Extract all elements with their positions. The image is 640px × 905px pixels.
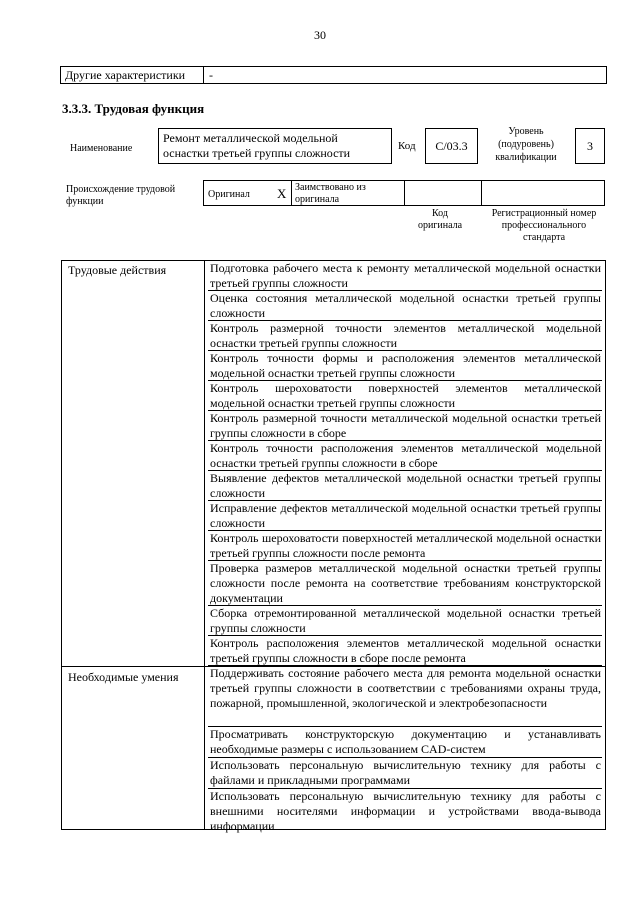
borrowed-label: Заимствовано из оригинала [295,182,366,205]
labor-action-item: Оценка состояния металлической модельной оснастки третьей группы сложности [210,291,601,320]
labor-action-item: Контроль размерной точности металлической модельной оснастки третьей группы сложности в сборе [210,411,601,440]
labor-action-item: Контроль размерной точности элементов металлической модельной оснастки третьей группы сложности [210,321,601,350]
skills-label: Необходимые умения [68,670,179,684]
original-label: Оригинал [208,189,250,200]
origin-cell-borrowed [291,181,405,205]
origin-cell-original [204,181,292,205]
function-code: C/03.3 [425,128,478,164]
reg-number-label: Регистрационный номер профессионального стандарта [491,208,597,243]
labor-action-item: Контроль точности формы и расположения элементов металлической модельной оснастки третьей группы сложности [210,351,601,380]
skill-item: Использовать персональную вычислительную технику для работы с внешними носителями информации и устройствами ввода-вывода информации [210,789,601,833]
divider [203,67,204,83]
labor-action-item: Контроль шероховатости поверхностей металлической модельной оснастки третьей группы сложности после ремонта [210,531,601,560]
skill-item: Поддерживать состояние рабочего места для ремонта модельной оснастки третьей группы сложности в соответствии с требованиями охраны труда, пожарной, промышленной, экологической и электробезопасности [208,666,602,727]
skill-item: Использовать персональную вычислительную технику для работы с файлами и прикладными программами [210,758,601,787]
other-characteristics-row [60,66,607,84]
level-value: 3 [575,128,605,164]
skill-item: Просматривать конструкторскую документацию и устанавливать необходимые размеры с использованием CAD-систем [210,727,601,756]
labor-action-item: Контроль расположения элементов металлической модельной оснастки третьей группы сложности в сборе после ремонта [210,636,601,665]
level-label: Уровень (подуровень) квалификации [495,126,557,163]
name-label: Наименование [70,143,133,154]
section-title: 3.3.3. Трудовая функция [62,101,205,116]
divider [204,261,205,829]
other-characteristics-value: - [209,68,213,82]
labor-action-item: Контроль шероховатости поверхностей элементов металлической модельной оснастки третьей группы сложности [210,381,601,410]
labor-action-item: Проверка размеров металлической модельной оснастки третьей группы сложности после ремонта на соответствие требованиям конструкторской документации [210,561,601,605]
labor-actions-label: Трудовые действия [68,263,167,277]
code-original-label: Код оригинала [417,208,463,231]
origin-label: Происхождение трудовой функции [66,184,176,207]
origin-cell-reg [481,181,604,205]
other-characteristics-label: Другие характеристики [65,68,186,82]
labor-action-item: Подготовка рабочего места к ремонту металлической модельной оснастки третьей группы сложности [210,261,601,290]
labor-action-item: Контроль точности расположения элементов металлической модельной оснастки третьей группы сложности в сборе [210,441,601,470]
code-label: Код [398,140,416,152]
labor-action-item: Выявление дефектов металлической модельной оснастки третьей группы сложности [210,471,601,500]
functions-table [61,260,606,833]
original-mark: X [277,186,287,201]
functions-rows [208,261,602,831]
page-number: 30 [314,28,326,42]
origin-cell-code [404,181,482,205]
labor-action-item: Сборка отремонтированной металлической модельной оснастки третьей группы сложности [210,606,601,635]
origin-table [203,180,605,206]
function-name: Ремонт металлической модельной оснастки третьей группы сложности [158,128,392,164]
labor-action-item: Исправление дефектов металлической модельной оснастки третьей группы сложности [210,501,601,530]
